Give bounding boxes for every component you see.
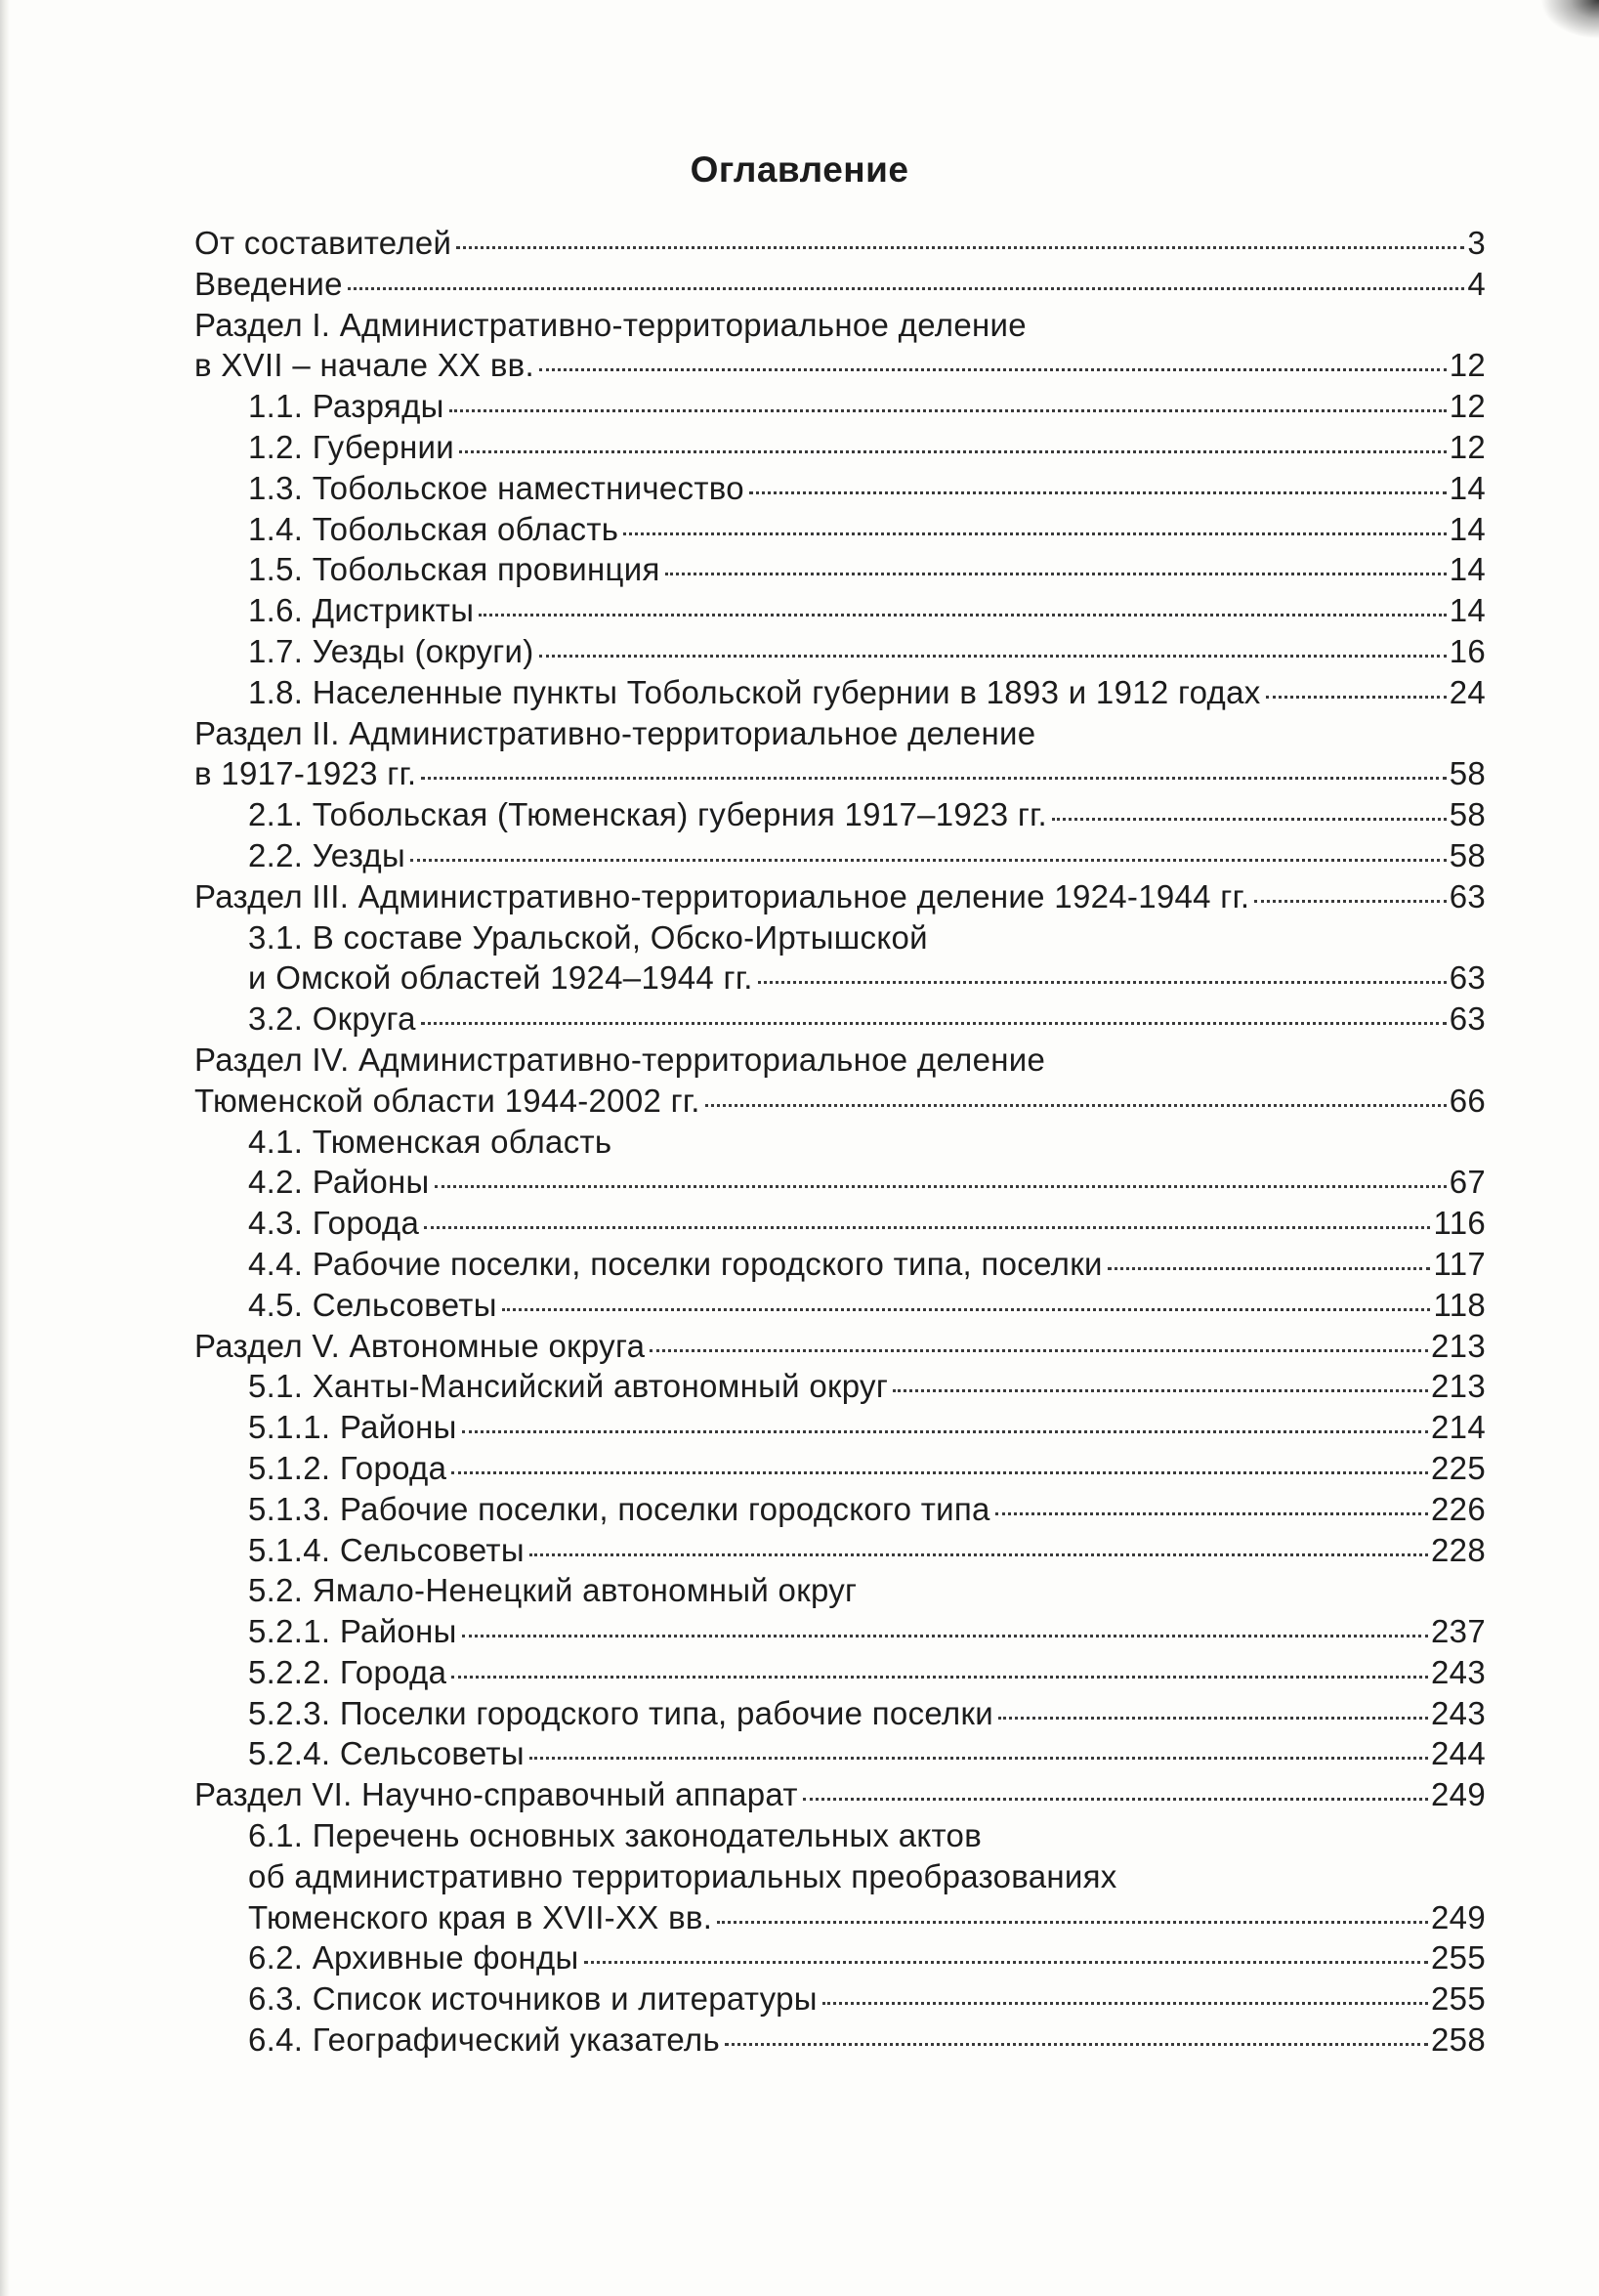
- toc-entry-page: 63: [1449, 877, 1486, 914]
- toc-leader-dots: [749, 491, 1447, 494]
- toc-entry-page: 258: [1431, 2021, 1486, 2059]
- toc-leader-dots: [584, 1961, 1428, 1964]
- toc-entry: [194, 672, 1486, 713]
- toc-entry-title: 5.1.2. Города: [248, 1449, 447, 1486]
- toc-entry-title: Раздел II. Административно-территориальное деление: [194, 714, 1036, 751]
- toc-entry-page: 12: [1449, 347, 1486, 384]
- toc-leader-dots: [462, 1430, 1428, 1433]
- toc-entry-title: 4.4. Рабочие поселки, поселки городского типа, поселки: [248, 1245, 1103, 1282]
- toc-entry: [194, 1611, 1486, 1652]
- toc-leader-dots: [539, 655, 1447, 658]
- toc-entry-title: Раздел V. Автономные округа: [194, 1327, 646, 1364]
- toc-entry: [194, 1815, 1486, 1856]
- toc-entry: [194, 1122, 1486, 1163]
- toc-entry: [194, 1162, 1486, 1203]
- page-corner-shadow: [1540, 0, 1599, 39]
- toc-entry-title: От составителей: [194, 225, 452, 261]
- toc-entry: [194, 876, 1486, 917]
- toc-leader-dots: [456, 246, 1464, 249]
- toc-entry: [194, 427, 1486, 468]
- toc-entry: [194, 1244, 1486, 1285]
- toc-leader-dots: [529, 1757, 1428, 1760]
- toc-entry: [194, 917, 1486, 958]
- toc-entry: [194, 2020, 1486, 2061]
- toc-leader-dots: [424, 1226, 1430, 1229]
- toc-entry: [194, 549, 1486, 590]
- toc-entry-title: 4.1. Тюменская область: [248, 1123, 612, 1160]
- toc-entry-title: 1.6. Дистрикты: [248, 592, 475, 629]
- toc-leader-dots: [717, 1921, 1428, 1924]
- toc-leader-dots: [1108, 1267, 1431, 1270]
- toc-entry-title: 6.1. Перечень основных законодательных актов: [248, 1817, 983, 1854]
- toc-entry-title: 6.3. Список источников и литературы: [248, 1980, 818, 2018]
- toc-entry-page: 58: [1449, 755, 1486, 792]
- toc-entry-title: Тюменского края в XVII-XX вв.: [248, 1898, 713, 1935]
- toc-entry-page: 12: [1449, 428, 1486, 465]
- toc-entry: [194, 1407, 1486, 1448]
- toc-entry-page: 14: [1449, 510, 1486, 547]
- toc-leader-dots: [725, 2043, 1428, 2046]
- toc-entry-title: Раздел VI. Научно-справочный аппарат: [194, 1776, 798, 1813]
- toc-entry-title: 2.2. Уезды: [248, 836, 405, 873]
- toc-entry-title: Введение: [194, 265, 343, 302]
- toc-entry: [194, 1856, 1486, 1897]
- toc-entry-page: 4: [1467, 265, 1486, 302]
- toc-entry-page: 255: [1431, 1980, 1486, 2018]
- toc-leader-dots: [1266, 696, 1447, 699]
- toc-leader-dots: [623, 532, 1446, 535]
- toc-entry: [194, 631, 1486, 672]
- toc-leader-dots: [451, 1676, 1428, 1679]
- toc-entry: [194, 1733, 1486, 1774]
- toc-entry-title: 5.2. Ямало-Ненецкий автономный округ: [248, 1572, 858, 1609]
- toc-entry-title: Раздел III. Административно-территориальное деление 1924-1944 гг.: [194, 877, 1250, 914]
- toc-entry: [194, 1448, 1486, 1489]
- toc-entry: [194, 1040, 1486, 1081]
- toc-entry-title: 1.4. Тобольская область: [248, 510, 619, 547]
- toc-leader-dots: [410, 859, 1447, 862]
- toc-entry-title: Раздел I. Административно-территориальное деление: [194, 306, 1027, 343]
- toc-leader-dots: [529, 1553, 1428, 1556]
- toc-entry-title: 5.2.4. Сельсоветы: [248, 1735, 525, 1772]
- toc-entry: [194, 999, 1486, 1040]
- toc-entry: [194, 509, 1486, 550]
- toc-leader-dots: [479, 614, 1446, 617]
- toc-entry-page: 14: [1449, 551, 1486, 588]
- toc-entry: [194, 1774, 1486, 1815]
- toc-leader-dots: [803, 1798, 1428, 1801]
- toc-entry-page: 226: [1431, 1490, 1486, 1527]
- toc-entry-title: 5.1. Ханты-Мансийский автономный округ: [248, 1368, 889, 1405]
- toc-entry: [194, 305, 1486, 346]
- toc-entry: [194, 957, 1486, 999]
- toc-entry-page: 255: [1431, 1939, 1486, 1977]
- page-edge-shadow: [0, 0, 10, 2296]
- page-title: Оглавление: [690, 149, 909, 190]
- toc-entry-title: 6.2. Архивные фонды: [248, 1939, 579, 1977]
- toc-entry: [194, 590, 1486, 631]
- toc-entry-page: 63: [1449, 959, 1486, 997]
- toc-leader-dots: [449, 409, 1447, 412]
- toc-entry: [194, 835, 1486, 876]
- toc-entry-title: 1.5. Тобольская провинция: [248, 551, 660, 588]
- toc-entry-page: 249: [1431, 1776, 1486, 1813]
- toc-entry-title: 3.1. В составе Уральской, Обско-Иртышской: [248, 918, 928, 956]
- toc-entry-title: 3.2. Округа: [248, 1000, 416, 1038]
- toc-entry: [194, 345, 1486, 386]
- toc-leader-dots: [459, 450, 1447, 453]
- toc-entry-page: 228: [1431, 1531, 1486, 1568]
- toc-leader-dots: [348, 287, 1465, 290]
- toc-entry: [194, 794, 1486, 835]
- toc-leader-dots: [451, 1471, 1428, 1474]
- toc-entry: [194, 1693, 1486, 1734]
- toc-entry-page: 213: [1431, 1368, 1486, 1405]
- toc-entry: [194, 1081, 1486, 1122]
- table-of-contents: [194, 223, 1486, 2061]
- toc-entry-page: 66: [1449, 1082, 1486, 1119]
- toc-entry-title: Тюменской области 1944-2002 гг.: [194, 1082, 700, 1119]
- toc-entry-title: 6.4. Географический указатель: [248, 2021, 720, 2059]
- toc-entry-page: 67: [1449, 1164, 1486, 1201]
- toc-entry-page: 3: [1467, 225, 1486, 261]
- toc-entry: [194, 1978, 1486, 2020]
- toc-leader-dots: [650, 1349, 1428, 1352]
- toc-entry: [194, 1489, 1486, 1530]
- toc-entry: [194, 386, 1486, 427]
- toc-leader-dots: [758, 981, 1447, 984]
- toc-entry-page: 243: [1431, 1653, 1486, 1690]
- toc-entry-page: 12: [1449, 388, 1486, 425]
- toc-entry: [194, 1285, 1486, 1326]
- toc-entry-title: 5.2.3. Поселки городского типа, рабочие поселки: [248, 1694, 993, 1731]
- toc-entry-title: 5.2.1. Районы: [248, 1613, 457, 1650]
- toc-entry-page: 58: [1449, 836, 1486, 873]
- toc-entry-page: 225: [1431, 1449, 1486, 1486]
- toc-entry: [194, 223, 1486, 264]
- toc-entry-page: 116: [1433, 1205, 1486, 1242]
- toc-leader-dots: [665, 573, 1447, 575]
- toc-leader-dots: [705, 1104, 1447, 1107]
- toc-entry: [194, 264, 1486, 305]
- toc-entry-title: 5.2.2. Города: [248, 1653, 447, 1690]
- toc-entry-title: в XVII – начале XX вв.: [194, 347, 534, 384]
- toc-leader-dots: [421, 777, 1446, 780]
- toc-entry-title: 1.8. Населенные пункты Тобольской губернии в 1893 и 1912 годах: [248, 673, 1261, 710]
- toc-entry-page: 118: [1433, 1286, 1486, 1323]
- toc-entry-page: 117: [1433, 1245, 1486, 1282]
- toc-entry: [194, 1652, 1486, 1693]
- toc-leader-dots: [539, 368, 1447, 371]
- toc-entry-title: Раздел IV. Административно-территориальное деление: [194, 1041, 1046, 1078]
- toc-entry-page: 14: [1449, 592, 1486, 629]
- toc-entry-title: 1.2. Губернии: [248, 428, 454, 465]
- toc-entry-title: 4.3. Города: [248, 1205, 420, 1242]
- toc-entry-page: 237: [1431, 1613, 1486, 1650]
- toc-entry-page: 244: [1431, 1735, 1486, 1772]
- toc-entry-title: 5.1.1. Районы: [248, 1409, 457, 1446]
- toc-entry-title: об административно территориальных преобразованиях: [248, 1857, 1117, 1894]
- toc-entry-title: 5.1.4. Сельсоветы: [248, 1531, 525, 1568]
- toc-entry-title: 5.1.3. Рабочие поселки, поселки городского типа: [248, 1490, 990, 1527]
- toc-leader-dots: [1052, 818, 1447, 821]
- toc-entry-page: 14: [1449, 469, 1486, 506]
- toc-entry-title: 1.1. Разряды: [248, 388, 444, 425]
- toc-entry-page: 58: [1449, 796, 1486, 833]
- toc-leader-dots: [822, 2002, 1428, 2005]
- toc-leader-dots: [995, 1512, 1428, 1515]
- toc-entry: [194, 1937, 1486, 1978]
- toc-entry-title: 4.5. Сельсоветы: [248, 1286, 497, 1323]
- toc-leader-dots: [462, 1635, 1428, 1637]
- toc-entry-title: и Омской областей 1924–1944 гг.: [248, 959, 753, 997]
- toc-entry-title: в 1917-1923 гг.: [194, 755, 417, 792]
- toc-entry-page: 24: [1449, 673, 1486, 710]
- toc-leader-dots: [998, 1717, 1428, 1720]
- toc-entry: [194, 468, 1486, 509]
- toc-entry-title: 2.1. Тобольская (Тюменская) губерния 1917–1923 гг.: [248, 796, 1047, 833]
- toc-entry-page: 249: [1431, 1898, 1486, 1935]
- toc-entry: [194, 1530, 1486, 1571]
- toc-leader-dots: [435, 1185, 1447, 1188]
- toc-entry-page: 214: [1431, 1409, 1486, 1446]
- toc-entry-page: 63: [1449, 1000, 1486, 1038]
- toc-entry-page: 16: [1449, 632, 1486, 669]
- toc-entry-title: 1.3. Тобольское наместничество: [248, 469, 744, 506]
- toc-entry: [194, 1366, 1486, 1407]
- toc-entry: [194, 713, 1486, 754]
- toc-entry-title: 4.2. Районы: [248, 1164, 430, 1201]
- toc-entry-page: 213: [1431, 1327, 1486, 1364]
- toc-entry: [194, 1326, 1486, 1367]
- toc-entry: [194, 1570, 1486, 1611]
- toc-leader-dots: [502, 1308, 1431, 1311]
- toc-entry: [194, 753, 1486, 794]
- toc-entry: [194, 1203, 1486, 1244]
- toc-entry: [194, 1897, 1486, 1938]
- toc-entry-page: 243: [1431, 1694, 1486, 1731]
- toc-leader-dots: [893, 1389, 1428, 1392]
- toc-entry-title: 1.7. Уезды (округи): [248, 632, 534, 669]
- toc-leader-dots: [1254, 900, 1446, 903]
- toc-leader-dots: [421, 1022, 1447, 1025]
